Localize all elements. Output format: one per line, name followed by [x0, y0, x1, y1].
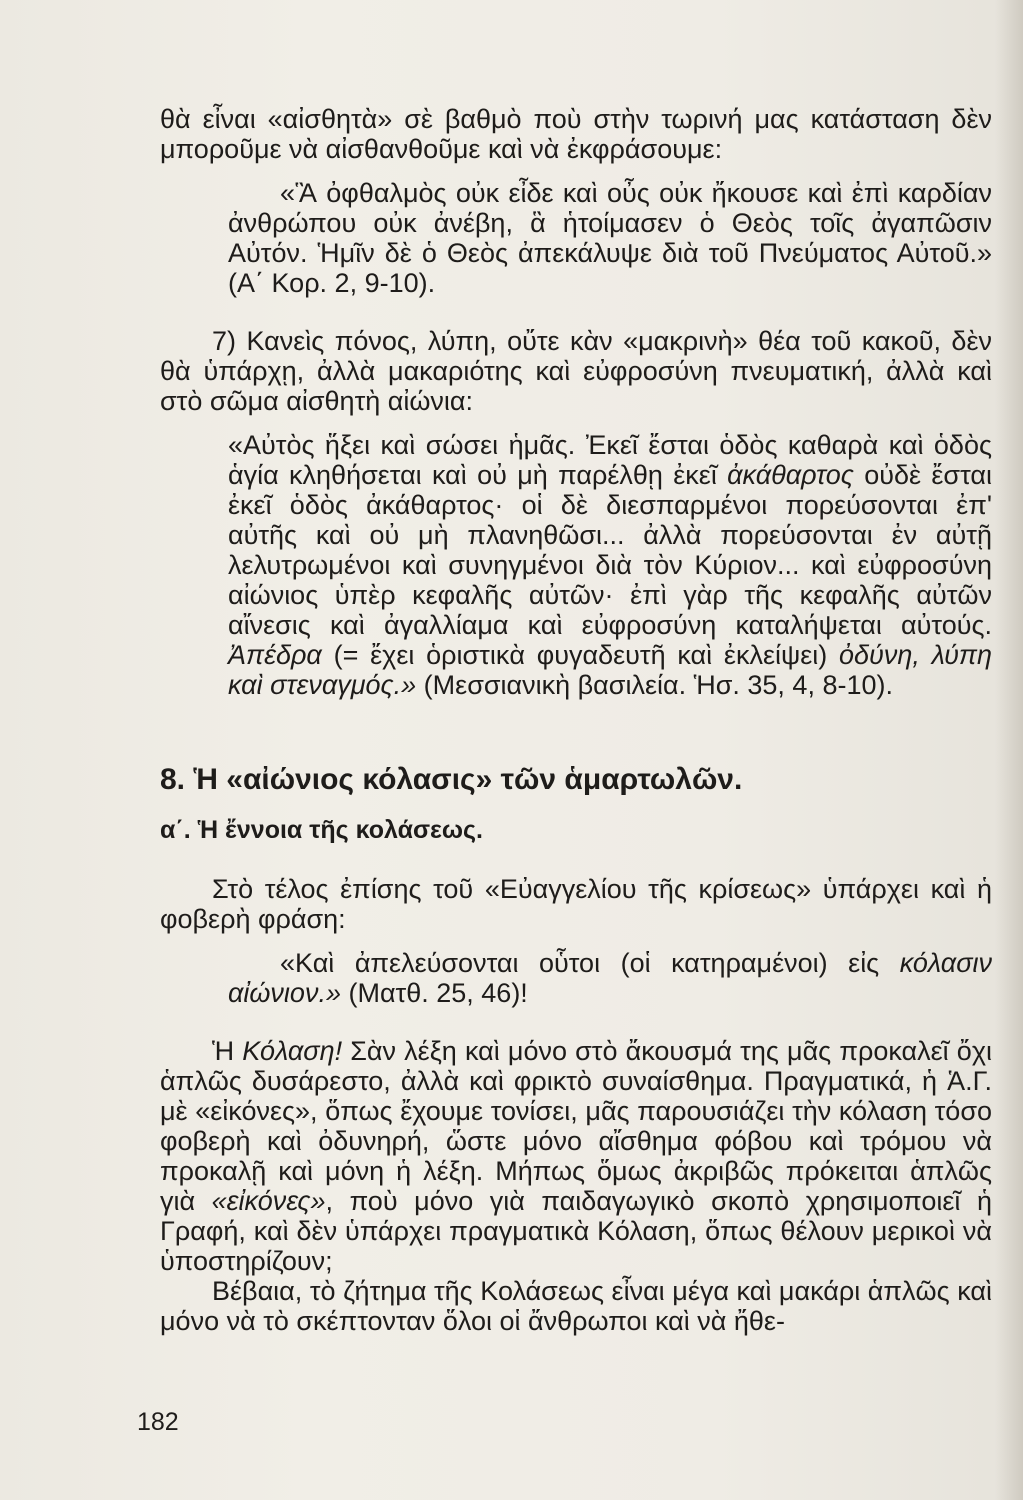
subsection-heading: α΄. Ἡ ἔννοια τῆς κολάσεως.	[160, 816, 483, 844]
paragraph-5: Βέβαια, τὸ ζήτημα τῆς Κολάσεως εἶναι μέγα καὶ μακάρι ἁπλῶς καὶ μόνο νὰ τὸ σκέπτονταν ὅλοι οἱ ἄνθρωποι καὶ νὰ ἤθε-	[160, 1276, 992, 1336]
paragraph-1: θὰ εἶναι «αἰσθητὰ» σὲ βαθμὸ ποὺ στὴν τωρινή μας κατάσταση δὲν μποροῦμε νὰ αἰσθανθοῦμε καὶ νὰ ἐκφράσουμε:	[160, 104, 992, 164]
page-number: 182	[137, 1408, 179, 1436]
page-edge-shadow	[995, 0, 1023, 1500]
paragraph-3: Στὸ τέλος ἐπίσης τοῦ «Εὐαγγελίου τῆς κρίσεως» ὑπάρχει καὶ ἡ φοβερὴ φράση:	[160, 874, 992, 934]
quote-2: «Αὐτὸς ἥξει καὶ σώσει ἡμᾶς. Ἐκεῖ ἔσται ὁδὸς καθαρὰ καὶ ὁδὸς ἁγία κληθήσεται καὶ οὐ μὴ παρέλθῃ ἐκεῖ ἀκάθαρτος οὐδὲ ἔσται ἐκεῖ ὁδὸς ἀκάθαρτος· οἱ δὲ διεσπαρμένοι πορεύσονται ἐπ' αὐτῆς καὶ οὐ μὴ πλανηθῶσι... ἀλλὰ πορεύσονται ἐν αὐτῇ λελυτρωμένοι καὶ συνηγμένοι διὰ τὸν Κύριον... καὶ εὐφροσύνη αἰώνιος ὑπὲρ κεφαλῆς αὐτῶν· ἐπὶ γὰρ τῆς κεφαλῆς αὐτῶν αἴνεσις καὶ ἀγαλλίαμα καὶ εὐφροσύνη καταλήψεται αὐτούς. Ἀπέδρα (= ἔχει ὁριστικὰ φυγαδευτῆ καὶ ἐκλείψει) ὀδύνη, λύπη καὶ στεναγμός.» (Μεσσιανικὴ βασιλεία. Ἡσ. 35, 4, 8-10).	[228, 430, 992, 700]
quote-3: «Καὶ ἀπελεύσονται οὗτοι (οἱ κατηραμένοι) εἰς κόλασιν αἰώνιον.» (Ματθ. 25, 46)!	[228, 948, 992, 1008]
paragraph-2: 7) Κανεὶς πόνος, λύπη, οὔτε κὰν «μακρινὴ» θέα τοῦ κακοῦ, δὲν θὰ ὑπάρχῃ, ἀλλὰ μακαριότης καὶ εὐφροσύνη πνευματική, ἀλλὰ καὶ στὸ σῶμα αἰσθητὴ αἰώνια:	[160, 326, 992, 416]
section-heading: 8. Ἡ «αἰώνιος κόλασις» τῶν ἁμαρτωλῶν.	[160, 763, 743, 796]
quote-1: «Ἃ ὀφθαλμὸς οὐκ εἶδε καὶ οὖς οὐκ ἤκουσε καὶ ἐπὶ καρδίαν ἀνθρώπου οὐκ ἀνέβη, ἃ ἡτοίμασεν ὁ Θεὸς τοῖς ἀγαπῶσιν Αὐτόν. Ἡμῖν δὲ ὁ Θεὸς ἀπεκάλυψε διὰ τοῦ Πνεύματος Αὐτοῦ.» (Α΄ Κορ. 2, 9-10).	[228, 178, 992, 298]
paragraph-4: Ἡ Κόλαση! Σὰν λέξη καὶ μόνο στὸ ἄκουσμά της μᾶς προκαλεῖ ὄχι ἁπλῶς δυσάρεστο, ἀλλὰ καὶ φρικτὸ συναίσθημα. Πραγματικά, ἡ Ἁ.Γ. μὲ «εἰκόνες», ὅπως ἔχουμε τονίσει, μᾶς παρουσιάζει τὴν κόλαση τόσο φοβερὴ καὶ ὀδυνηρή, ὥστε μόνο αἴσθημα φόβου καὶ τρόμου νὰ προκαλῇ καὶ μόνη ἡ λέξη. Μήπως ὅμως ἀκριβῶς πρόκειται ἁπλῶς γιὰ «εἰκόνες», ποὺ μόνο γιὰ παιδαγωγικὸ σκοπὸ χρησιμοποιεῖ ἡ Γραφή, καὶ δὲν ὑπάρχει πραγματικὰ Κόλαση, ὅπως θέλουν μερικοὶ νὰ ὑποστηρίζουν;	[160, 1036, 992, 1276]
page-body	[160, 104, 992, 1336]
